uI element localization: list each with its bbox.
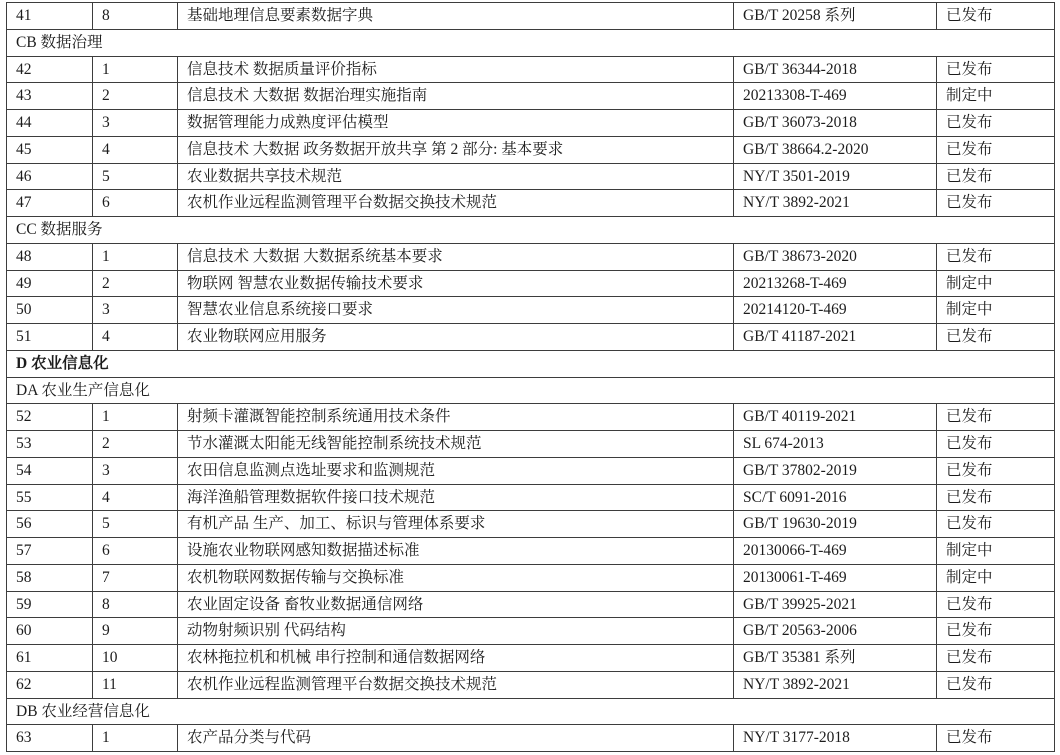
sub-number-cell: 2 bbox=[93, 431, 178, 458]
table-row bbox=[7, 671, 1055, 698]
table-row bbox=[7, 110, 1055, 137]
standard-code-cell: GB/T 39925-2021 bbox=[734, 591, 937, 618]
standard-code-cell: NY/T 3177-2018 bbox=[734, 725, 937, 752]
row-number-cell: 61 bbox=[7, 645, 93, 672]
row-number-cell: 60 bbox=[7, 618, 93, 645]
section-label: DB 农业经营信息化 bbox=[7, 698, 1055, 725]
status-cell: 已发布 bbox=[937, 56, 1055, 83]
row-number-cell: 46 bbox=[7, 163, 93, 190]
table-row bbox=[7, 645, 1055, 672]
status-cell: 已发布 bbox=[937, 324, 1055, 351]
section-label: D 农业信息化 bbox=[7, 350, 1055, 377]
row-number-cell: 47 bbox=[7, 190, 93, 217]
sub-number-cell: 4 bbox=[93, 324, 178, 351]
standard-name-cell: 农田信息监测点选址要求和监测规范 bbox=[178, 457, 734, 484]
standard-name-cell: 智慧农业信息系统接口要求 bbox=[178, 297, 734, 324]
standard-code-cell: 20130066-T-469 bbox=[734, 538, 937, 565]
row-number-cell: 62 bbox=[7, 671, 93, 698]
table-row bbox=[7, 56, 1055, 83]
row-number-cell: 42 bbox=[7, 56, 93, 83]
sub-number-cell: 1 bbox=[93, 725, 178, 752]
sub-number-cell: 9 bbox=[93, 618, 178, 645]
standard-name-cell: 数据管理能力成熟度评估模型 bbox=[178, 110, 734, 137]
status-cell: 制定中 bbox=[937, 538, 1055, 565]
row-number-cell: 48 bbox=[7, 243, 93, 270]
row-number-cell: 53 bbox=[7, 431, 93, 458]
sub-number-cell: 2 bbox=[93, 270, 178, 297]
table-row bbox=[7, 457, 1055, 484]
table-row bbox=[7, 484, 1055, 511]
table-row bbox=[7, 404, 1055, 431]
sub-number-cell: 5 bbox=[93, 511, 178, 538]
standard-code-cell: GB/T 36073-2018 bbox=[734, 110, 937, 137]
standard-name-cell: 农机作业远程监测管理平台数据交换技术规范 bbox=[178, 190, 734, 217]
section-row bbox=[7, 350, 1055, 377]
table-row bbox=[7, 190, 1055, 217]
standard-name-cell: 海洋渔船管理数据软件接口技术规范 bbox=[178, 484, 734, 511]
table-row bbox=[7, 297, 1055, 324]
table-row bbox=[7, 538, 1055, 565]
standard-code-cell: 20213308-T-469 bbox=[734, 83, 937, 110]
table-row bbox=[7, 431, 1055, 458]
standard-code-cell: 20213268-T-469 bbox=[734, 270, 937, 297]
sub-number-cell: 3 bbox=[93, 297, 178, 324]
status-cell: 已发布 bbox=[937, 431, 1055, 458]
standard-code-cell: 20130061-T-469 bbox=[734, 564, 937, 591]
status-cell: 制定中 bbox=[937, 270, 1055, 297]
table-row bbox=[7, 618, 1055, 645]
standard-code-cell: GB/T 36344-2018 bbox=[734, 56, 937, 83]
standards-table-body bbox=[7, 3, 1055, 752]
standard-code-cell: SL 674-2013 bbox=[734, 431, 937, 458]
table-row bbox=[7, 591, 1055, 618]
row-number-cell: 43 bbox=[7, 83, 93, 110]
standard-code-cell: GB/T 40119-2021 bbox=[734, 404, 937, 431]
standard-code-cell: GB/T 35381 系列 bbox=[734, 645, 937, 672]
table-row bbox=[7, 511, 1055, 538]
sub-number-cell: 4 bbox=[93, 484, 178, 511]
section-row bbox=[7, 377, 1055, 404]
standard-name-cell: 物联网 智慧农业数据传输技术要求 bbox=[178, 270, 734, 297]
sub-number-cell: 8 bbox=[93, 3, 178, 30]
row-number-cell: 49 bbox=[7, 270, 93, 297]
standard-name-cell: 信息技术 大数据 数据治理实施指南 bbox=[178, 83, 734, 110]
sub-number-cell: 1 bbox=[93, 243, 178, 270]
standard-name-cell: 农业物联网应用服务 bbox=[178, 324, 734, 351]
standard-name-cell: 农业固定设备 畜牧业数据通信网络 bbox=[178, 591, 734, 618]
standard-code-cell: GB/T 19630-2019 bbox=[734, 511, 937, 538]
status-cell: 已发布 bbox=[937, 404, 1055, 431]
status-cell: 已发布 bbox=[937, 618, 1055, 645]
row-number-cell: 56 bbox=[7, 511, 93, 538]
row-number-cell: 63 bbox=[7, 725, 93, 752]
sub-number-cell: 2 bbox=[93, 83, 178, 110]
status-cell: 已发布 bbox=[937, 511, 1055, 538]
row-number-cell: 44 bbox=[7, 110, 93, 137]
table-row bbox=[7, 136, 1055, 163]
standard-name-cell: 农机作业远程监测管理平台数据交换技术规范 bbox=[178, 671, 734, 698]
sub-number-cell: 5 bbox=[93, 163, 178, 190]
standard-name-cell: 农产品分类与代码 bbox=[178, 725, 734, 752]
status-cell: 制定中 bbox=[937, 564, 1055, 591]
standard-name-cell: 动物射频识别 代码结构 bbox=[178, 618, 734, 645]
standard-name-cell: 农林拖拉机和机械 串行控制和通信数据网络 bbox=[178, 645, 734, 672]
status-cell: 已发布 bbox=[937, 136, 1055, 163]
status-cell: 已发布 bbox=[937, 645, 1055, 672]
sub-number-cell: 4 bbox=[93, 136, 178, 163]
sub-number-cell: 10 bbox=[93, 645, 178, 672]
table-row bbox=[7, 3, 1055, 30]
sub-number-cell: 6 bbox=[93, 190, 178, 217]
status-cell: 制定中 bbox=[937, 297, 1055, 324]
status-cell: 已发布 bbox=[937, 457, 1055, 484]
status-cell: 已发布 bbox=[937, 3, 1055, 30]
status-cell: 已发布 bbox=[937, 190, 1055, 217]
row-number-cell: 45 bbox=[7, 136, 93, 163]
status-cell: 制定中 bbox=[937, 83, 1055, 110]
standard-code-cell: SC/T 6091-2016 bbox=[734, 484, 937, 511]
row-number-cell: 58 bbox=[7, 564, 93, 591]
standard-code-cell: NY/T 3501-2019 bbox=[734, 163, 937, 190]
row-number-cell: 55 bbox=[7, 484, 93, 511]
table-row bbox=[7, 163, 1055, 190]
standard-code-cell: GB/T 38664.2-2020 bbox=[734, 136, 937, 163]
standard-name-cell: 农业数据共享技术规范 bbox=[178, 163, 734, 190]
section-label: DA 农业生产信息化 bbox=[7, 377, 1055, 404]
section-row bbox=[7, 698, 1055, 725]
table-row bbox=[7, 725, 1055, 752]
standard-code-cell: NY/T 3892-2021 bbox=[734, 190, 937, 217]
status-cell: 已发布 bbox=[937, 671, 1055, 698]
row-number-cell: 50 bbox=[7, 297, 93, 324]
standard-code-cell: GB/T 20563-2006 bbox=[734, 618, 937, 645]
standard-name-cell: 有机产品 生产、加工、标识与管理体系要求 bbox=[178, 511, 734, 538]
sub-number-cell: 7 bbox=[93, 564, 178, 591]
standard-name-cell: 信息技术 大数据 政务数据开放共享 第 2 部分: 基本要求 bbox=[178, 136, 734, 163]
section-label: CC 数据服务 bbox=[7, 217, 1055, 244]
table-row bbox=[7, 83, 1055, 110]
standard-name-cell: 基础地理信息要素数据字典 bbox=[178, 3, 734, 30]
row-number-cell: 51 bbox=[7, 324, 93, 351]
status-cell: 已发布 bbox=[937, 243, 1055, 270]
standards-table bbox=[6, 2, 1055, 752]
standard-name-cell: 信息技术 大数据 大数据系统基本要求 bbox=[178, 243, 734, 270]
row-number-cell: 52 bbox=[7, 404, 93, 431]
status-cell: 已发布 bbox=[937, 163, 1055, 190]
status-cell: 已发布 bbox=[937, 110, 1055, 137]
sub-number-cell: 11 bbox=[93, 671, 178, 698]
standard-code-cell: NY/T 3892-2021 bbox=[734, 671, 937, 698]
sub-number-cell: 1 bbox=[93, 56, 178, 83]
standard-code-cell: 20214120-T-469 bbox=[734, 297, 937, 324]
status-cell: 已发布 bbox=[937, 484, 1055, 511]
standard-code-cell: GB/T 37802-2019 bbox=[734, 457, 937, 484]
row-number-cell: 57 bbox=[7, 538, 93, 565]
table-row bbox=[7, 243, 1055, 270]
standard-name-cell: 设施农业物联网感知数据描述标准 bbox=[178, 538, 734, 565]
row-number-cell: 54 bbox=[7, 457, 93, 484]
sub-number-cell: 3 bbox=[93, 110, 178, 137]
section-row bbox=[7, 29, 1055, 56]
table-row bbox=[7, 270, 1055, 297]
table-row bbox=[7, 324, 1055, 351]
sub-number-cell: 6 bbox=[93, 538, 178, 565]
standard-code-cell: GB/T 20258 系列 bbox=[734, 3, 937, 30]
status-cell: 已发布 bbox=[937, 591, 1055, 618]
standard-code-cell: GB/T 41187-2021 bbox=[734, 324, 937, 351]
table-row bbox=[7, 564, 1055, 591]
sub-number-cell: 1 bbox=[93, 404, 178, 431]
standard-code-cell: GB/T 38673-2020 bbox=[734, 243, 937, 270]
standard-name-cell: 信息技术 数据质量评价指标 bbox=[178, 56, 734, 83]
row-number-cell: 59 bbox=[7, 591, 93, 618]
standard-name-cell: 农机物联网数据传输与交换标准 bbox=[178, 564, 734, 591]
row-number-cell: 41 bbox=[7, 3, 93, 30]
status-cell: 已发布 bbox=[937, 725, 1055, 752]
sub-number-cell: 8 bbox=[93, 591, 178, 618]
section-label: CB 数据治理 bbox=[7, 29, 1055, 56]
standard-name-cell: 射频卡灌溉智能控制系统通用技术条件 bbox=[178, 404, 734, 431]
standard-name-cell: 节水灌溉太阳能无线智能控制系统技术规范 bbox=[178, 431, 734, 458]
section-row bbox=[7, 217, 1055, 244]
sub-number-cell: 3 bbox=[93, 457, 178, 484]
